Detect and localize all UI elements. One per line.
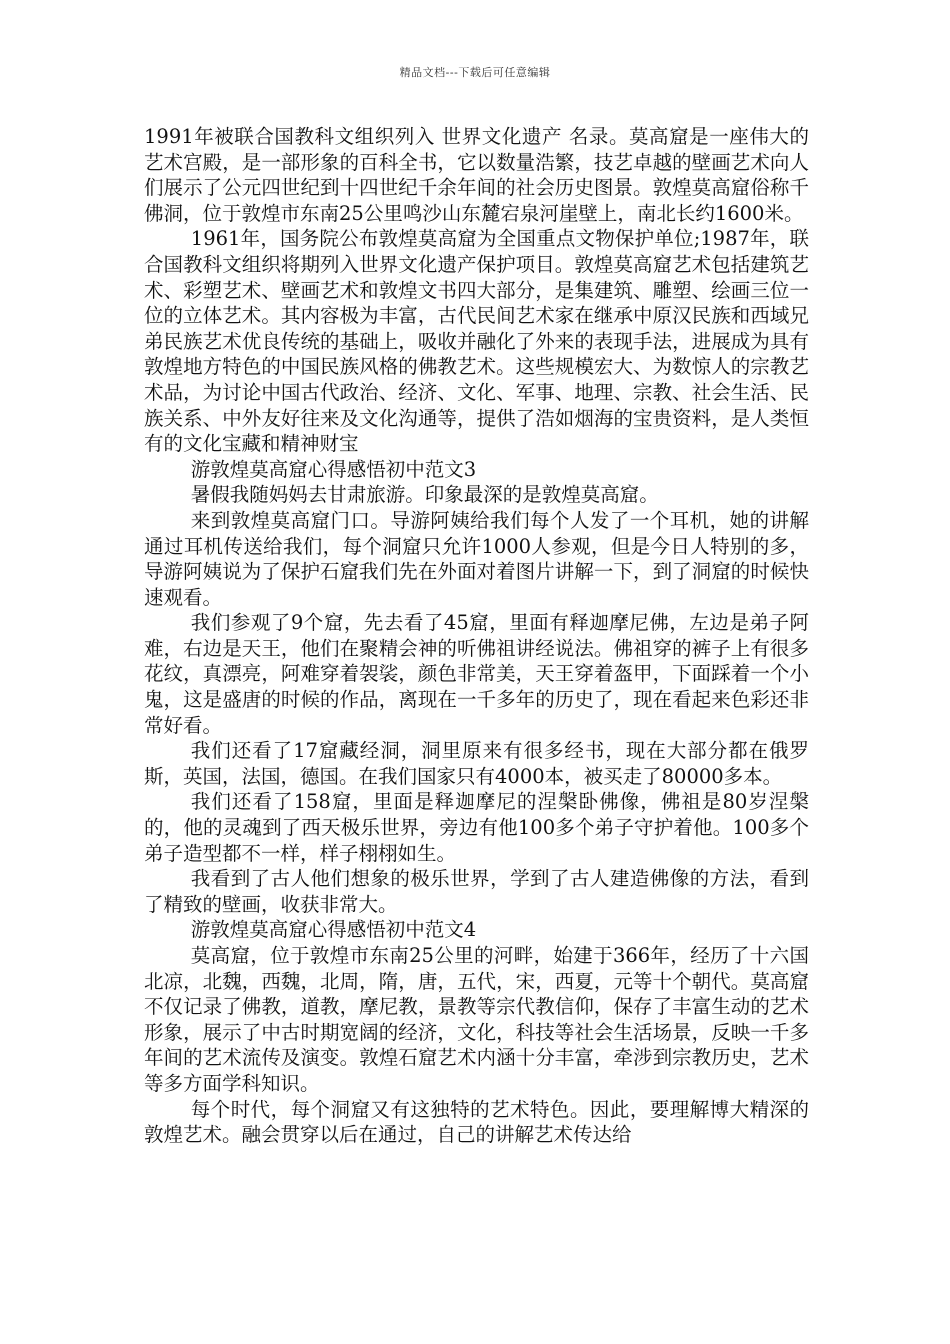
- section-heading: 游敦煌莫高窟心得感悟初中范文4: [190, 918, 477, 942]
- paragraph: 莫高窟，位于敦煌市东南25公里的河畔，始建于366年，经历了十六国北凉，北魏，西魏，北周，隋，唐，五代，宋，西夏，元等十个朝代。莫高窟不仅记录了佛教，道教，摩尼教，景教等宗代教信仰，保存了丰富生动的艺术形象，展示了中古时期宽阔的经济，文化，科技等社会生活场景，反映一千多年间的艺术流传及演变。敦煌石窟艺术内涵十分丰富，牵涉到宗教历史，艺术等多方面学科知识。: [144, 944, 809, 1095]
- paragraph: 我看到了古人他们想象的极乐世界，学到了古人建造佛像的方法，看到了精致的壁画，收获非常大。: [144, 867, 809, 916]
- page-header: 精品文档---下载后可任意编辑: [399, 66, 551, 79]
- paragraph: 1961年，国务院公布敦煌莫高窟为全国重点文物保护单位;1987年，联合国教科文组织将期列入世界文化遗产保护项目。敦煌莫高窟艺术包括建筑艺术、彩塑艺术、壁画艺术和敦煌文书四大部分，是集建筑、雕塑、绘画三位一位的立体艺术。其内容极为丰富，古代民间艺术家在继承中原汉民族和西域兄弟民族艺术优良传统的基础上，吸收并融化了外来的表现手法，进展成为具有敦煌地方特色的中国民族风格的佛教艺术。这些规模宏大、为数惊人的宗教艺术品，为讨论中国古代政治、经济、文化、军事、地理、宗教、社会生活、民族关系、中外友好往来及文化沟通等，提供了浩如烟海的宝贵资料，是人类恒有的文化宝藏和精神财宝: [144, 227, 809, 456]
- paragraph: 我们还看了17窟藏经洞，洞里原来有很多经书，现在大部分都在俄罗斯，英国，法国，德国。在我们国家只有4000本，被买走了80000多本。: [144, 739, 809, 788]
- document-body: [144, 124, 809, 1148]
- paragraph: 暑假我随妈妈去甘肃旅游。印象最深的是敦煌莫高窟。: [190, 483, 659, 507]
- paragraph: 来到敦煌莫高窟门口。导游阿姨给我们每个人发了一个耳机，她的讲解通过耳机传送给我们，每个洞窟只允许1000人参观，但是今日人特别的多，导游阿姨说为了保护石窟我们先在外面对着图片讲解一下，到了洞窟的时候快速观看。: [144, 508, 809, 609]
- paragraph: 1991年被联合国教科文组织列入 世界文化遗产 名录。莫高窟是一座伟大的艺术宫殿，是一部形象的百科全书，它以数量浩繁，技艺卓越的壁画艺术向人们展示了公元四世纪到十四世纪千余年间的社会历史图景。敦煌莫高窟俗称千佛洞，位于敦煌市东南25公里鸣沙山东麓宕泉河崖壁上，南北长约1600米。: [144, 125, 809, 225]
- paragraph: 每个时代，每个洞窟又有这独特的艺术特色。因此，要理解博大精深的敦煌艺术。融会贯穿以后在通过，自己的讲解艺术传达给: [144, 1097, 809, 1147]
- paragraph: 我们还看了158窟，里面是释迦摩尼的涅槃卧佛像，佛祖是80岁涅槃的，他的灵魂到了西天极乐世界，旁边有他100多个弟子守护着他。100多个弟子造型都不一样，样子栩栩如生。: [144, 790, 809, 865]
- section-heading: 游敦煌莫高窟心得感悟初中范文3: [190, 457, 477, 481]
- paragraph: 我们参观了9个窟，先去看了45窟，里面有释迦摩尼佛，左边是弟子阿难，右边是天王，他们在聚精会神的听佛祖讲经说法。佛祖穿的裤子上有很多花纹，真漂亮，阿难穿着袈裟，颜色非常美，天王穿着盔甲，下面踩着一个小鬼，这是盛唐的时候的作品，离现在一千多年的历史了，现在看起来色彩还非常好看。: [144, 611, 809, 737]
